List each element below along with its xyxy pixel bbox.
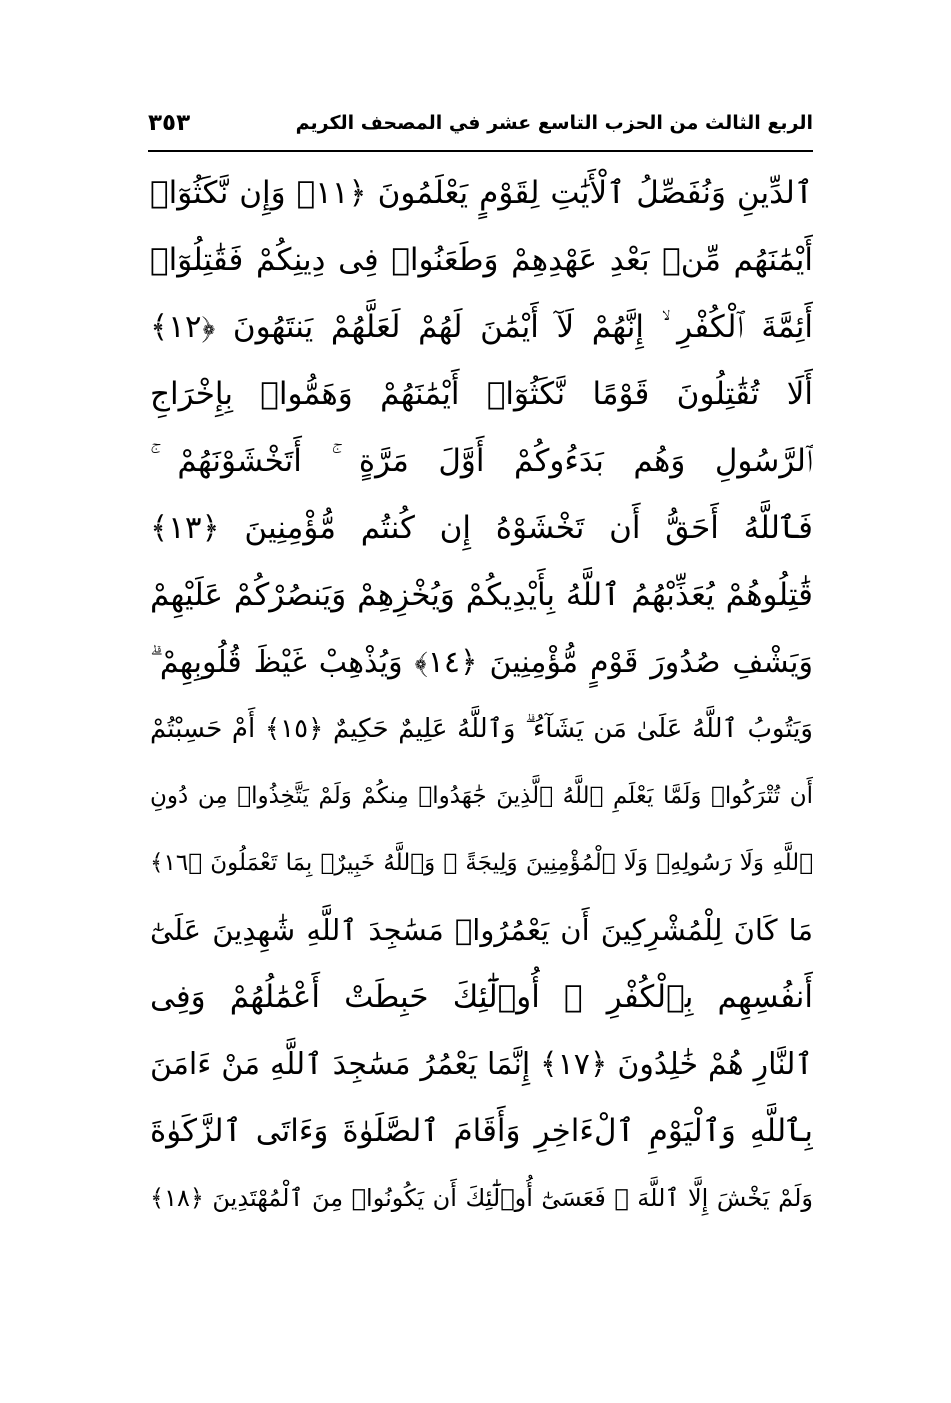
verse-line: أَنفُسِهِم بِٱلْكُفْرِ ۚ أُو۟لَٰٓئِكَ حَبِطَتْ أَعْمَٰلُهُمْ وَفِى — [150, 979, 813, 1015]
verse-line: وَلَمْ يَخْشَ إِلَّا ٱللَّهَ ۖ فَعَسَىٰٓ أُو۟لَٰٓئِكَ أَن يَكُونُوا۟ مِنَ ٱلْمُهْتَدِينَ ﴿١٨﴾ — [150, 1184, 813, 1212]
section-title: الربع الثالث من الحزب التاسع عشر في المصحف الكريم — [295, 112, 813, 134]
verse-line: أَلَا تُقَٰتِلُونَ قَوْمًا نَّكَثُوٓا۟ أَيْمَٰنَهُمْ وَهَمُّوا۟ بِإِخْرَاجِ — [150, 376, 813, 412]
page-number: ٣٥٣ — [148, 110, 191, 136]
verse-line: أَن تُتْرَكُوا۟ وَلَمَّا يَعْلَمِ ٱللَّهُ ٱلَّذِينَ جَٰهَدُوا۟ مِنكُمْ وَلَمْ يَتَّخِذُوا۟ مِن دُونِ — [150, 783, 813, 809]
verse-text-block — [150, 160, 813, 1232]
verse-line: وَيَتُوبُ ٱللَّهُ عَلَىٰ مَن يَشَآءُ ۗ وَٱللَّهُ عَلِيمٌ حَكِيمٌ ﴿١٥﴾ أَمْ حَسِبْتُمْ — [150, 714, 813, 744]
header-divider — [148, 150, 813, 152]
verse-line: ٱلرَّسُولِ وَهُم بَدَءُوكُمْ أَوَّلَ مَرَّةٍ ۚ أَتَخْشَوْنَهُمْ ۚ — [150, 443, 813, 479]
verse-line: ٱلدِّينِ وَنُفَصِّلُ ٱلْأَيَٰتِ لِقَوْمٍ يَعْلَمُونَ ﴿١١﴾ وَإِن نَّكَثُوٓا۟ — [150, 175, 813, 211]
verse-line: بِٱللَّهِ وَٱلْيَوْمِ ٱلْءَاخِرِ وَأَقَامَ ٱلصَّلَوٰةَ وَءَاتَى ٱلزَّكَوٰةَ — [150, 1113, 813, 1149]
verse-line: قَٰتِلُوهُمْ يُعَذِّبْهُمُ ٱللَّهُ بِأَيْدِيكُمْ وَيُخْزِهِمْ وَيَنصُرْكُمْ عَلَيْهِمْ — [150, 577, 813, 613]
verse-line: وَيَشْفِ صُدُورَ قَوْمٍ مُّؤْمِنِينَ ﴿١٤﴾ وَيُذْهِبْ غَيْظَ قُلُوبِهِمْ ۗ — [150, 645, 813, 680]
verse-line: أَيْمَٰنَهُم مِّنۢ بَعْدِ عَهْدِهِمْ وَطَعَنُوا۟ فِى دِينِكُمْ فَقَٰتِلُوٓا۟ — [150, 242, 813, 278]
verse-line: ٱلنَّارِ هُمْ خَٰلِدُونَ ﴿١٧﴾ إِنَّمَا يَعْمُرُ مَسَٰجِدَ ٱللَّهِ مَنْ ءَامَنَ — [150, 1047, 813, 1082]
page-header — [148, 108, 813, 148]
verse-line: أَئِمَّةَ ٱلْكُفْرِ ۙ إِنَّهُمْ لَآ أَيْمَٰنَ لَهُمْ لَعَلَّهُمْ يَنتَهُونَ ﴿١٢﴾ — [150, 309, 813, 345]
verse-line: فَٱللَّهُ أَحَقُّ أَن تَخْشَوْهُ إِن كُنتُم مُّؤْمِنِينَ ﴿١٣﴾ — [150, 510, 813, 546]
verse-line: مَا كَانَ لِلْمُشْرِكِينَ أَن يَعْمُرُوا۟ مَسَٰجِدَ ٱللَّهِ شَٰهِدِينَ عَلَىٰٓ — [150, 913, 813, 947]
verse-line: ٱللَّهِ وَلَا رَسُولِهِۦ وَلَا ٱلْمُؤْمِنِينَ وَلِيجَةً ۚ وَٱللَّهُ خَبِيرٌۢ بِمَا تَعْمَلُونَ ﴿١٦﴾ — [150, 850, 813, 876]
